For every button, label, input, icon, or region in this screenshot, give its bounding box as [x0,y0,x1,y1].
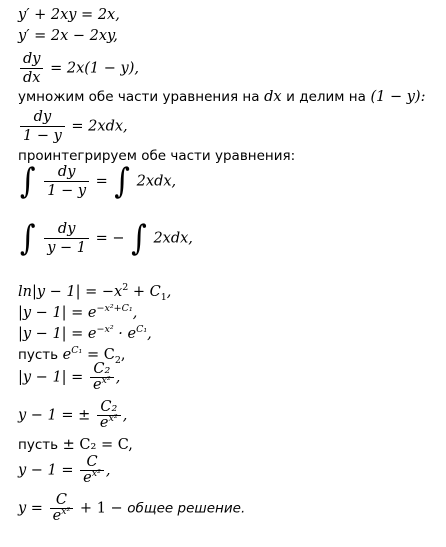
fraction [20,50,43,87]
equation-line-5 [18,160,177,202]
fraction-numerator: C [50,493,74,509]
text-line-4 [18,436,133,454]
equation-line-6 [18,217,193,259]
integral-sign: ∫ [131,217,147,259]
fraction-numerator: C₂ [97,400,121,416]
equation-line-11 [18,400,127,431]
explanation-text: пусть [18,347,59,363]
fraction-denominator: 1 − y [23,128,62,144]
fraction [44,220,89,257]
exponent: C₁ [71,345,83,357]
equation-text: = 2x(1 − y), [50,60,139,77]
equation-text: y − 1 = ± [18,407,91,424]
explanation-text: общее решение. [127,500,246,517]
equation-text: y′ = 2x − 2xy, [18,28,118,44]
exponent: C₁ [136,324,148,336]
math-inline: ± C₂ = C, [62,437,133,453]
fraction-denominator: $e^{x^2}$ [92,375,111,393]
fraction-denominator: $e^{x^2}$ [52,506,71,524]
fraction-denominator: dx [23,70,41,86]
explanation-text: пусть [18,437,59,453]
explanation-text: и делим на [286,89,366,105]
fraction-numerator: C₂ [90,362,114,378]
exponent: −x² [96,324,114,336]
equation-text: = [95,173,108,190]
fraction-denominator: $e^{x^2}$ [83,468,101,486]
equation-text: ln|y − 1| = −x [18,284,123,300]
equation-text: = − [95,230,125,247]
subscript: 1 [160,291,167,303]
equation-text: |y − 1| = e [18,326,97,342]
explanation-text: умножим обе части уравнения на [18,89,260,105]
fraction [97,400,121,431]
fraction [90,362,114,393]
equation-text: y′ + 2xy = 2x, [18,7,120,23]
fraction [44,163,89,200]
equation-text: + 1 − [75,500,123,517]
equation-line-3 [18,50,139,87]
equation-text: , [105,462,111,479]
equation-line-8 [18,304,137,322]
equation-line-1 [18,6,120,24]
fraction [20,108,65,145]
explanation-text: проинтегрируем обе части уравнения: [18,148,296,164]
equation-line-9 [18,325,152,343]
equation-line-10 [18,362,120,393]
equation-text: , [115,369,121,386]
equation-line-2 [18,27,118,45]
fraction-denominator: $e^{x^2}$ [99,413,118,431]
equation-text: = 2xdx, [71,118,128,135]
math-inline: dx [264,89,282,105]
fraction-numerator: dy [44,220,89,239]
fraction-numerator: dy [20,108,65,127]
equation-line-13 [18,493,245,524]
integral-sign: ∫ [114,160,131,202]
equation-text: 2xdx, [136,173,177,190]
exponent: −x²+C₁ [96,303,133,315]
equation-text: + C [128,284,161,300]
fraction-numerator: dy [20,50,43,69]
equation-text: , [122,407,128,424]
equation-text: |y − 1| = e [18,305,97,321]
equation-text: , [147,326,152,342]
equation-line-7 [18,283,171,301]
equation-text: y − 1 = [18,462,74,479]
fraction-numerator: dy [44,163,89,182]
equation-text: y = [18,500,43,517]
equation-text: , [132,305,138,321]
integral-sign: ∫ [20,217,36,259]
fraction-denominator: y − 1 [47,240,87,256]
fraction-numerator: C [80,455,104,471]
equation-text: 2xdx, [153,230,193,247]
math-inline: , [120,347,126,363]
subscript: 2 [114,354,121,366]
math-inline: = C [82,347,115,363]
fraction-denominator: 1 − y [47,183,87,199]
math-inline: e [62,347,72,363]
equation-line-4 [18,108,128,145]
text-line-1 [18,88,425,106]
equation-line-12 [18,455,111,486]
math-inline: (1 − y): [370,89,426,105]
equation-text: |y − 1| = [18,369,84,386]
equation-text: , [166,284,172,300]
exponent: 2 [122,282,129,294]
fraction [50,493,74,524]
fraction [80,455,104,486]
equation-text: · e [113,326,137,342]
integral-sign: ∫ [20,160,36,202]
